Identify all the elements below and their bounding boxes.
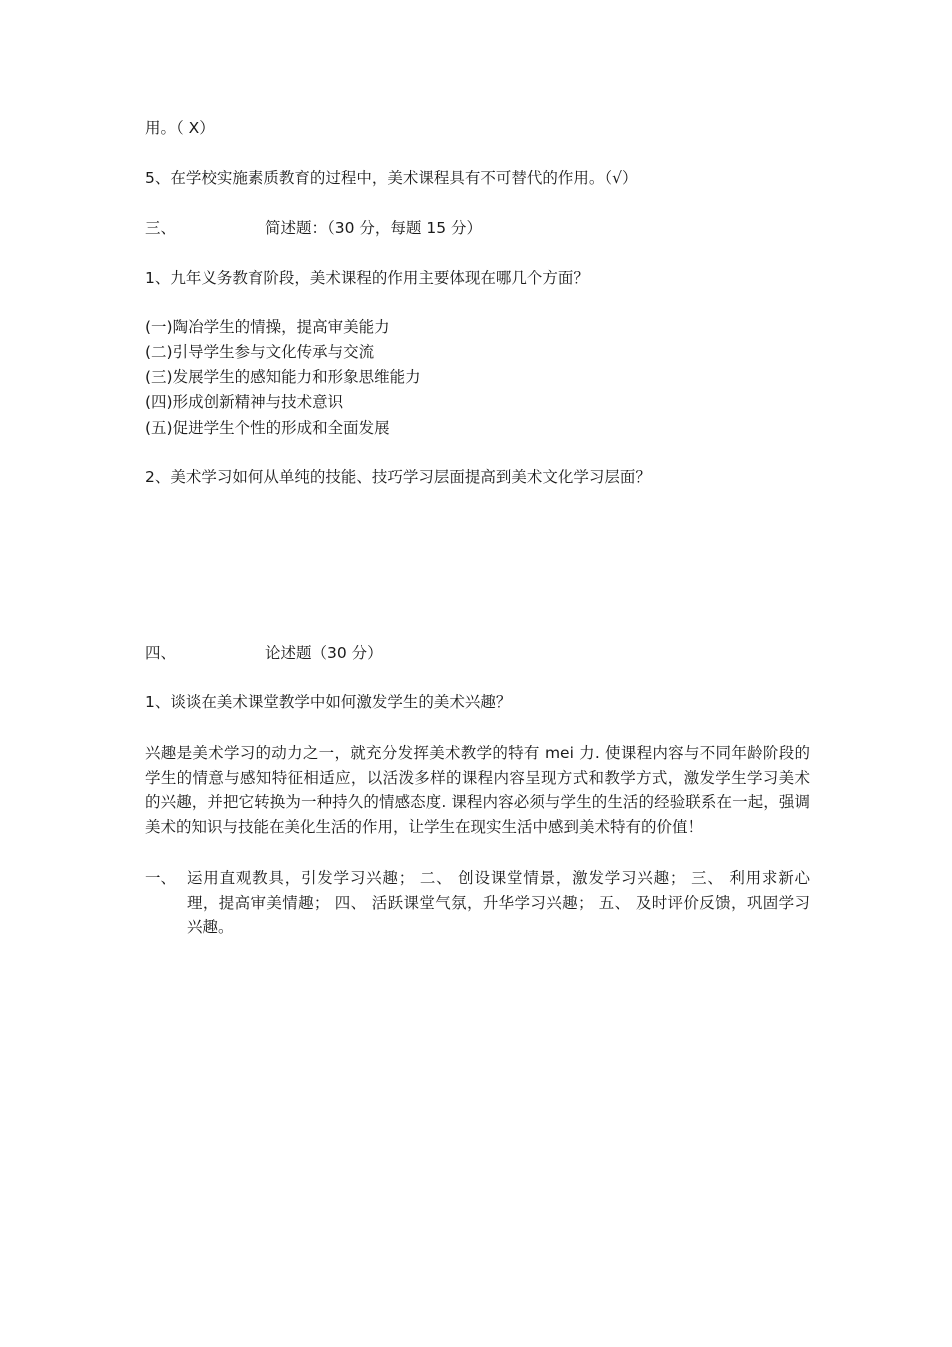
section-3-question-2: 2、美术学习如何从单纯的技能、技巧学习层面提高到美术文化学习层面？ <box>145 468 651 486</box>
answer-continuation: 用。（ X） <box>145 119 215 137</box>
section-3-number: 三、 <box>145 219 177 237</box>
method-list <box>145 866 810 940</box>
section-3-question-1: 1、九年义务教育阶段，美术课程的作用主要体现在哪几个方面？ <box>145 269 589 287</box>
answer-item-5: (五)促进学生个性的形成和全面发展 <box>145 419 390 437</box>
section-4-question-1: 1、谈谈在美术课堂教学中如何激发学生的美术兴趣？ <box>145 693 512 711</box>
list-text: 运用直观教具，引发学习兴趣； 二、 创设课堂情景，激发学习兴趣； 三、 利用求新心理，提高审美情趣； 四、 活跃课堂气氛，升华学习兴趣； 五、 及时评价反馈，巩固学习兴趣。 <box>187 869 810 937</box>
answer-item-3: (三)发展学生的感知能力和形象思维能力 <box>145 368 421 386</box>
answer-item-1: (一)陶冶学生的情操，提高审美能力 <box>145 318 390 336</box>
section-4-number: 四、 <box>145 644 177 662</box>
answer-item-4: (四)形成创新精神与技术意识 <box>145 393 344 411</box>
section-4-title: 论述题（30 分） <box>265 644 383 662</box>
answer-item-2: (二)引导学生参与文化传承与交流 <box>145 343 375 361</box>
answer-paragraph: 兴趣是美术学习的动力之一，就充分发挥美术教学的特有 mei 力. 使课程内容与不同年龄阶段的学生的情意与感知特征相适应，以活泼多样的课程内容呈现方式和教学方式，激发学生学习美术的兴趣，并把它转换为一种持久的情感态度. 课程内容必须与学生的生活的经验联系在一起，强调美术的知识与技能在美化生活的作用，让学生在现实生活中感到美术特有的价值！ <box>145 744 810 836</box>
section-3-title: 简述题：（30 分，每题 15 分） <box>265 219 482 237</box>
list-marker: 一、 <box>145 869 177 887</box>
question-5: 5、在学校实施素质教育的过程中，美术课程具有不可替代的作用。（√） <box>145 169 638 187</box>
